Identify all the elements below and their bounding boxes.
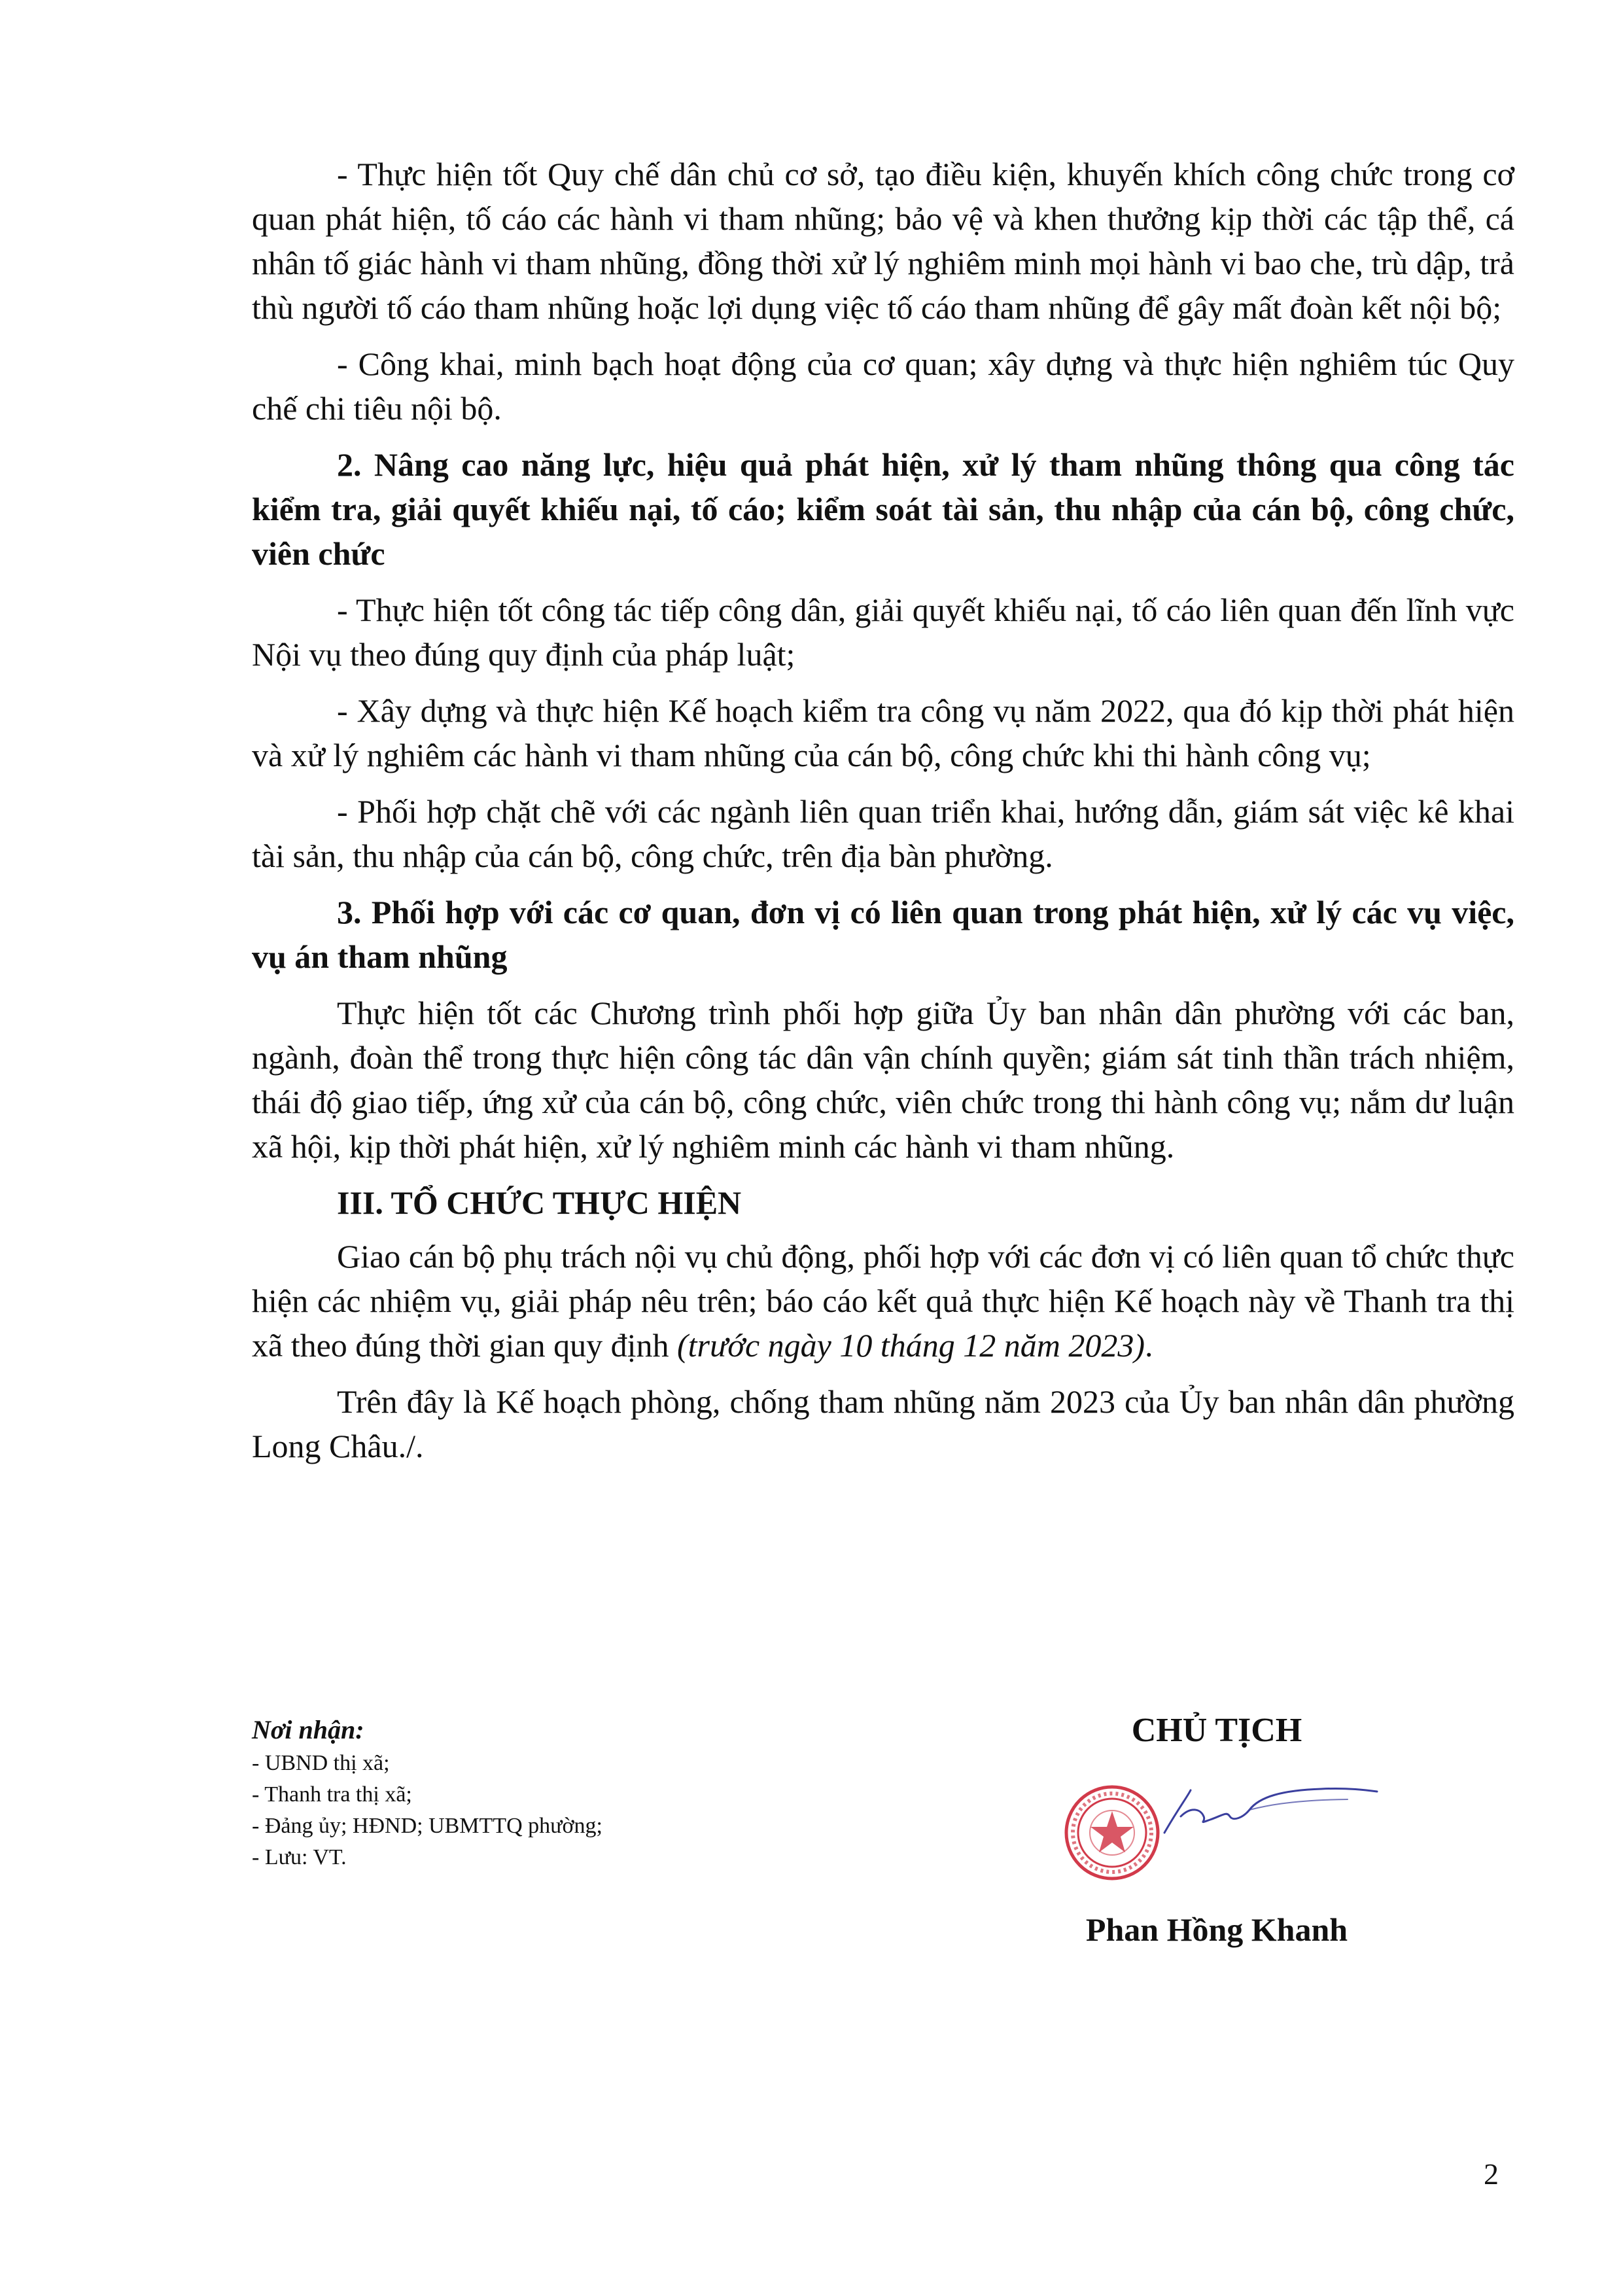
paragraph-democracy-regulation: - Thực hiện tốt Quy chế dân chủ cơ sở, tạo điều kiện, khuyến khích công chức trong cơ quan phát hiện, tố cáo các hành vi tham nhũng; bảo vệ và khen thưởng kịp thời các tập thể, cá nhân tố giác hành vi tham nhũng, đồng thời xử lý nghiêm minh mọi hành vi bao che, trù dập, trả thù người tố cáo tham nhũng hoặc lợi dụng việc tố cáo tham nhũng để gây mất đoàn kết nội bộ;: [252, 156, 1514, 326]
section-heading-implementation: III. TỔ CHỨC THỰC HIỆN: [337, 1184, 742, 1221]
signature-area: [1021, 1757, 1413, 1908]
paragraph-transparency: - Công khai, minh bạch hoạt động của cơ quan; xây dựng và thực hiện nghiêm túc Quy chế chi tiêu nội bộ.: [252, 345, 1514, 427]
heading-item-3: 3. Phối hợp với các cơ quan, đơn vị có liên quan trong phát hiện, xử lý các vụ việc, vụ án tham nhũng: [252, 894, 1514, 975]
recipients-block: [252, 1712, 841, 1873]
signer-role: CHỦ TỊCH: [1131, 1712, 1302, 1749]
handwritten-signature-icon: [1151, 1771, 1387, 1849]
paragraph-citizen-reception: - Thực hiện tốt công tác tiếp công dân, giải quyết khiếu nại, tố cáo liên quan đến lĩnh vực Nội vụ theo đúng quy định của pháp luật;: [252, 592, 1514, 673]
signature-block: [1021, 1708, 1413, 1951]
paragraph-assignment: [252, 1234, 1514, 1368]
paragraph-closing: Trên đây là Kế hoạch phòng, chống tham nhũng năm 2023 của Ủy ban nhân dân phường Long Châu./.: [252, 1383, 1514, 1464]
recipient-item: - Đảng ủy; HĐND; UBMTTQ phường;: [252, 1814, 602, 1838]
signer-name: Phan Hồng Khanh: [1085, 1911, 1348, 1948]
official-seal-icon: [1063, 1784, 1161, 1882]
paragraph-asset-declaration: - Phối hợp chặt chẽ với các ngành liên quan triển khai, hướng dẫn, giám sát việc kê khai tài sản, thu nhập của cán bộ, công chức, trên địa bàn phường.: [252, 793, 1514, 874]
recipient-item: - Lưu: VT.: [252, 1845, 347, 1869]
paragraph-assignment-text: Giao cán bộ phụ trách nội vụ chủ động, phối hợp với các đơn vị có liên quan tổ chức thực hiện các nhiệm vụ, giải pháp nêu trên; báo cáo kết quả thực hiện Kế hoạch này về Thanh tra thị xã theo đúng thời gian quy định: [252, 1238, 1514, 1364]
page-number: 2: [1484, 2157, 1499, 2191]
heading-item-2: 2. Nâng cao năng lực, hiệu quả phát hiện, xử lý tham nhũng thông qua công tác kiểm tra, giải quyết khiếu nại, tố cáo; kiểm soát tài sản, thu nhập của cán bộ, công chức, viên chức: [252, 446, 1514, 572]
recipients-title: Nơi nhận:: [252, 1715, 364, 1744]
recipient-item: - Thanh tra thị xã;: [252, 1782, 412, 1807]
document-body: [252, 152, 1514, 1480]
paragraph-assignment-end: .: [1144, 1327, 1153, 1364]
paragraph-inspection-plan: - Xây dựng và thực hiện Kế hoạch kiểm tra công vụ năm 2022, qua đó kịp thời phát hiện và xử lý nghiêm các hành vi tham nhũng của cán bộ, công chức khi thi hành công vụ;: [252, 692, 1514, 773]
recipient-item: - UBND thị xã;: [252, 1751, 390, 1775]
deadline-note: (trước ngày 10 tháng 12 năm 2023): [676, 1327, 1145, 1364]
paragraph-coordination-program: Thực hiện tốt các Chương trình phối hợp giữa Ủy ban nhân dân phường với các ban, ngành, đoàn thể trong thực hiện công tác dân vận chính quyền; giám sát tinh thần trách nhiệm, thái độ giao tiếp, ứng xử của cán bộ, công chức, viên chức trong thi hành công vụ; nắm dư luận xã hội, kịp thời phát hiện, xử lý nghiêm minh các hành vi tham nhũng.: [252, 995, 1514, 1165]
